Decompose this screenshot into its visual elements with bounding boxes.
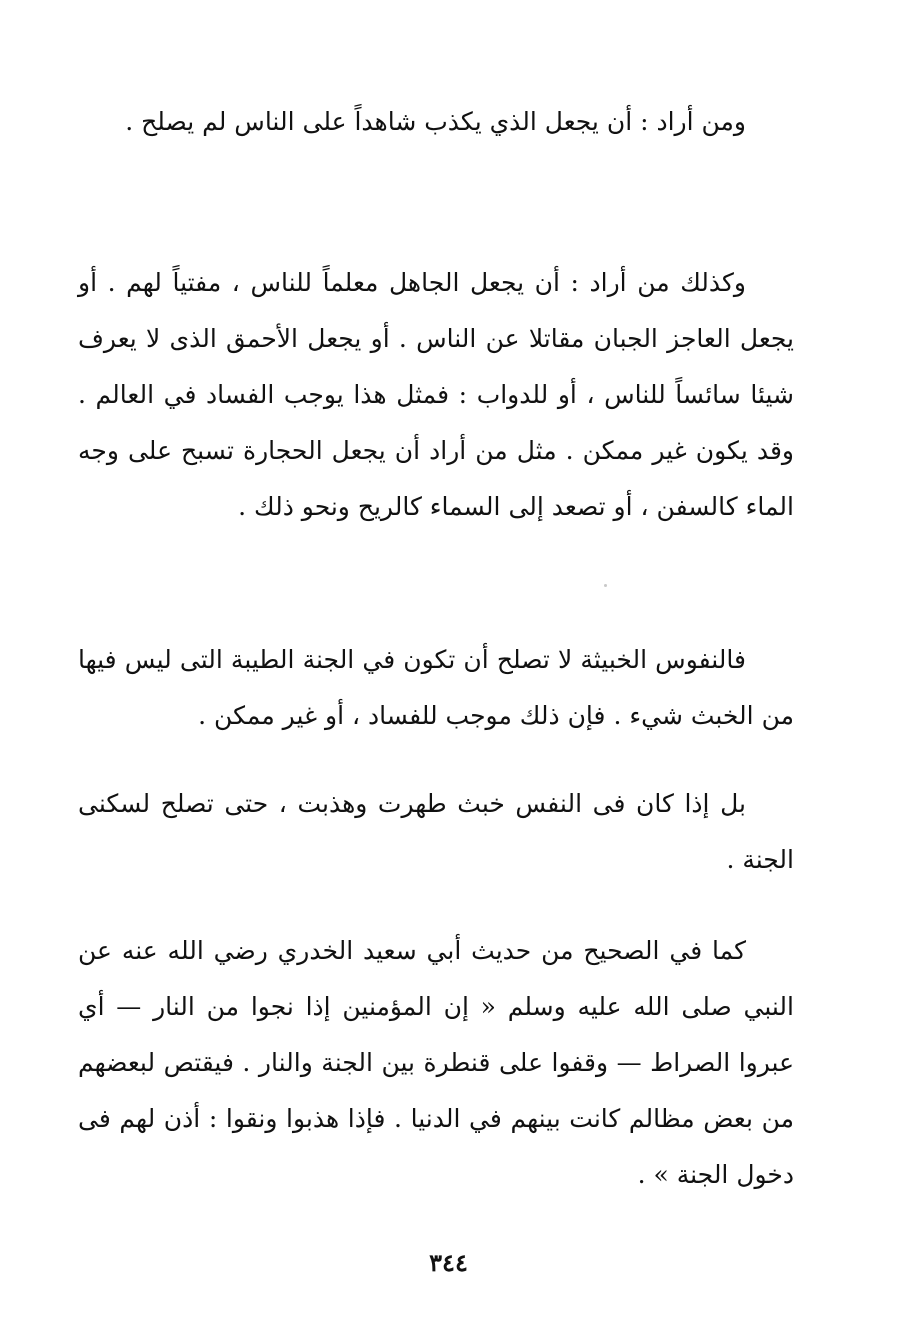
paragraph-1: ومن أراد : أن يجعل الذي يكذب شاهداً على الناس لم يصلح . [125, 107, 746, 136]
paragraph-5: كما في الصحيح من حديث أبي سعيد الخدري رضي الله عنه عن النبي صلى الله عليه وسلم « إن المؤمنين إذا نجوا من النار — أي عبروا الصراط — وقفوا على قنطرة بين الجنة والنار . فيقتص لبعضهم من بعض مظالم كانت بينهم في الدنيا . فإذا هذبوا ونقوا : أذن لهم فى دخول الجنة » . [78, 936, 794, 1189]
page-number: ٣٤٤ [429, 1248, 468, 1277]
paragraph-2: وكذلك من أراد : أن يجعل الجاهل معلماً للناس ، مفتياً لهم . أو يجعل العاجز الجبان مقاتلا عن الناس . أو يجعل الأحمق الذى لا يعرف شيئا سائساً للناس ، أو للدواب : فمثل هذا يوجب الفساد في العالم . وقد يكون غير ممكن . مثل من أراد أن يجعل الحجارة تسبح على وجه الماء كالسفن ، أو تصعد إلى السماء كالريح ونحو ذلك . [78, 268, 794, 521]
scan-speck [604, 584, 607, 587]
paragraph-3: فالنفوس الخبيثة لا تصلح أن تكون في الجنة الطيبة التى ليس فيها من الخبث شيء . فإن ذلك موجب للفساد ، أو غير ممكن . [78, 645, 794, 730]
paragraph-4: بل إذا كان فى النفس خبث طهرت وهذبت ، حتى تصلح لسكنى الجنة . [78, 789, 794, 874]
